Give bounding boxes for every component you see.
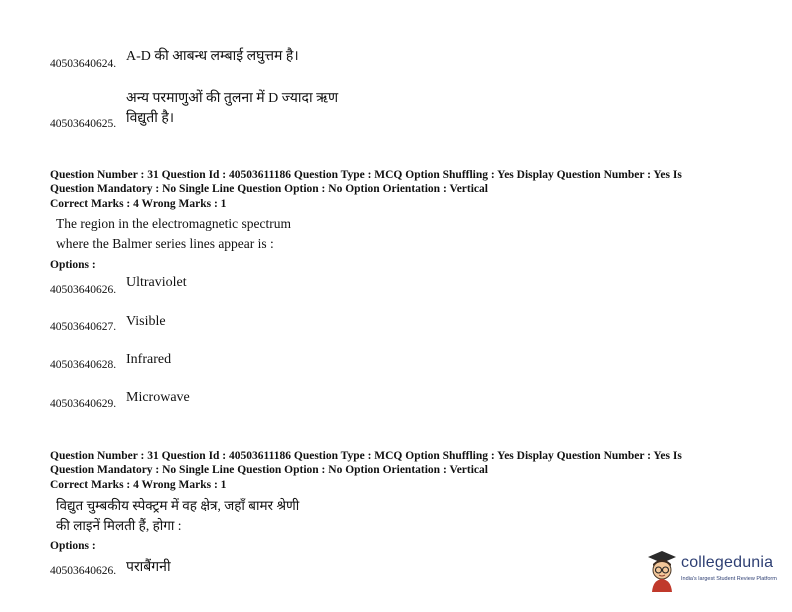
question-meta-line: Question Mandatory : No Single Line Question Option : No Option Orientation : Vertical <box>50 183 488 195</box>
question-marks: Correct Marks : 4 Wrong Marks : 1 <box>50 198 227 210</box>
option-id: 40503640624. <box>50 58 117 70</box>
option-text: Visible <box>126 314 166 329</box>
option-id: 40503640626. <box>50 284 117 296</box>
option-text: A-D की आबन्ध लम्बाई लघुत्तम है। <box>126 49 299 64</box>
options-label: Options : <box>50 259 96 271</box>
option-text: पराबैंगनी <box>126 560 171 575</box>
logo-wordmark: collegedunia <box>681 554 774 571</box>
option-id: 40503640626. <box>50 565 117 577</box>
collegedunia-logo <box>645 548 787 594</box>
question-text-line: The region in the electromagnetic spectrum <box>56 216 292 231</box>
option-text: Infrared <box>126 352 172 367</box>
option-text-line: विद्युती है। <box>126 111 175 126</box>
logo-tagline: India's largest Student Review Platform <box>681 576 777 582</box>
question-marks: Correct Marks : 4 Wrong Marks : 1 <box>50 479 227 491</box>
question-meta-line: Question Number : 31 Question Id : 40503611186 Question Type : MCQ Option Shuffling : Yes Display Question Number : Yes Is <box>50 169 682 181</box>
options-label: Options : <box>50 540 96 552</box>
option-text: Microwave <box>126 390 190 405</box>
question-text-line: विद्युत चुम्बकीय स्पेक्ट्रम में वह क्षेत्र, जहाँ बामर श्रेणी <box>56 498 300 513</box>
question-text-line: की लाइनें मिलती हैं, होगा : <box>56 518 182 533</box>
student-mascot-icon <box>645 548 679 592</box>
option-id: 40503640627. <box>50 321 117 333</box>
option-id: 40503640628. <box>50 359 117 371</box>
option-id: 40503640625. <box>50 118 117 130</box>
option-text: Ultraviolet <box>126 275 187 290</box>
question-meta-line: Question Mandatory : No Single Line Question Option : No Option Orientation : Vertical <box>50 464 488 476</box>
option-text-line: अन्य परमाणुओं की तुलना में D ज्यादा ऋण <box>126 91 339 106</box>
question-meta-line: Question Number : 31 Question Id : 40503611186 Question Type : MCQ Option Shuffling : Yes Display Question Number : Yes Is <box>50 450 682 462</box>
option-id: 40503640629. <box>50 398 117 410</box>
question-text-line: where the Balmer series lines appear is : <box>56 236 274 251</box>
